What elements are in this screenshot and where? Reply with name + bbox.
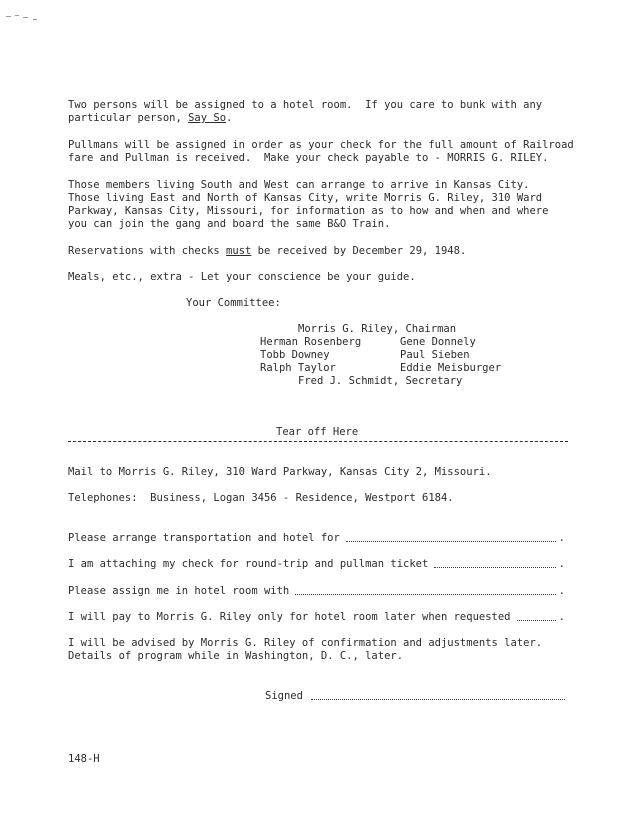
- form-label-pay: I will pay to Morris G. Riley only for hotel room later when requested: [68, 611, 511, 623]
- committee-member-left-2: Tobb Downey: [260, 349, 330, 361]
- must-emphasis: must: [226, 245, 252, 257]
- fill-line-pay[interactable]: [517, 619, 556, 621]
- paragraph-hotel-line1: Two persons will be assigned to a hotel room. If you care to bunk with any: [68, 99, 543, 111]
- committee-secretary: Fred J. Schmidt, Secretary: [298, 375, 463, 387]
- committee-member-left-1: Herman Rosenberg: [260, 336, 362, 348]
- signature-label: Signed: [265, 690, 303, 702]
- reservations-deadline: be received by December 29, 1948.: [251, 245, 467, 257]
- paragraph-travel-line2: Those living East and North of Kansas City, write Morris G. Riley, 310 Ward: [68, 192, 543, 204]
- fill-line-room[interactable]: [295, 593, 555, 595]
- corner-smudge-mark: [6, 14, 42, 20]
- paragraph-pullman-line1: Pullmans will be assigned in order as your check for the full amount of Railroad: [68, 139, 574, 151]
- paragraph-pullman-line2: fare and Pullman is received. Make your check payable to - MORRIS G. RILEY.: [68, 152, 549, 164]
- paragraph-hotel-line2-end: .: [226, 112, 233, 124]
- committee-member-right-2: Paul Sieben: [400, 349, 470, 361]
- committee-member-right-1: Gene Donnely: [400, 336, 476, 348]
- form-row-pay[interactable]: [68, 610, 565, 624]
- reservations-text: Reservations with checks: [68, 245, 227, 257]
- paragraph-reservations: [68, 245, 466, 258]
- form-end-mark: .: [558, 585, 565, 597]
- form-end-mark: .: [558, 611, 565, 623]
- fill-line-transportation[interactable]: [346, 540, 556, 542]
- committee-heading: Your Committee:: [186, 297, 281, 309]
- tear-off-dashed-line: [68, 441, 568, 443]
- committee-member-right-3: Eddie Meisburger: [400, 362, 502, 374]
- form-end-mark: .: [558, 532, 565, 544]
- form-label-transportation: Please arrange transportation and hotel for: [68, 532, 340, 544]
- document-code: 148-H: [68, 753, 100, 765]
- tear-off-label: Tear off Here: [276, 426, 359, 438]
- closing-line2: Details of program while in Washington, D. C., later.: [68, 650, 404, 662]
- committee-chairman: Morris G. Riley, Chairman: [298, 323, 457, 335]
- form-row-room[interactable]: [68, 584, 565, 598]
- signature-fill-line[interactable]: [311, 698, 565, 700]
- form-row-check[interactable]: [68, 557, 565, 571]
- closing-line1: I will be advised by Morris G. Riley of confirmation and adjustments later.: [68, 637, 543, 649]
- form-end-mark: .: [558, 558, 565, 570]
- paragraph-travel-line4: you can join the gang and board the same B&O Train.: [68, 218, 391, 230]
- paragraph-meals: Meals, etc., extra - Let your conscience be your guide.: [68, 271, 416, 283]
- telephone-numbers: Telephones: Business, Logan 3456 - Residence, Westport 6184.: [68, 492, 454, 504]
- paragraph-hotel-line2-text: particular person,: [68, 112, 189, 124]
- paragraph-travel-line3: Parkway, Kansas City, Missouri, for information as to how and when and where: [68, 205, 549, 217]
- paragraph-travel-line1: Those members living South and West can arrange to arrive in Kansas City.: [68, 179, 530, 191]
- form-label-check: I am attaching my check for round-trip and pullman ticket: [68, 558, 429, 570]
- fill-line-check[interactable]: [434, 566, 555, 568]
- committee-member-left-3: Ralph Taylor: [260, 362, 336, 374]
- form-label-room: Please assign me in hotel room with: [68, 585, 290, 597]
- mail-address: Mail to Morris G. Riley, 310 Ward Parkway, Kansas City 2, Missouri.: [68, 466, 492, 478]
- form-row-transportation[interactable]: [68, 531, 565, 545]
- signature-row[interactable]: [265, 689, 565, 703]
- say-so-emphasis: Say So: [188, 112, 227, 124]
- paragraph-hotel-line2: [68, 112, 232, 125]
